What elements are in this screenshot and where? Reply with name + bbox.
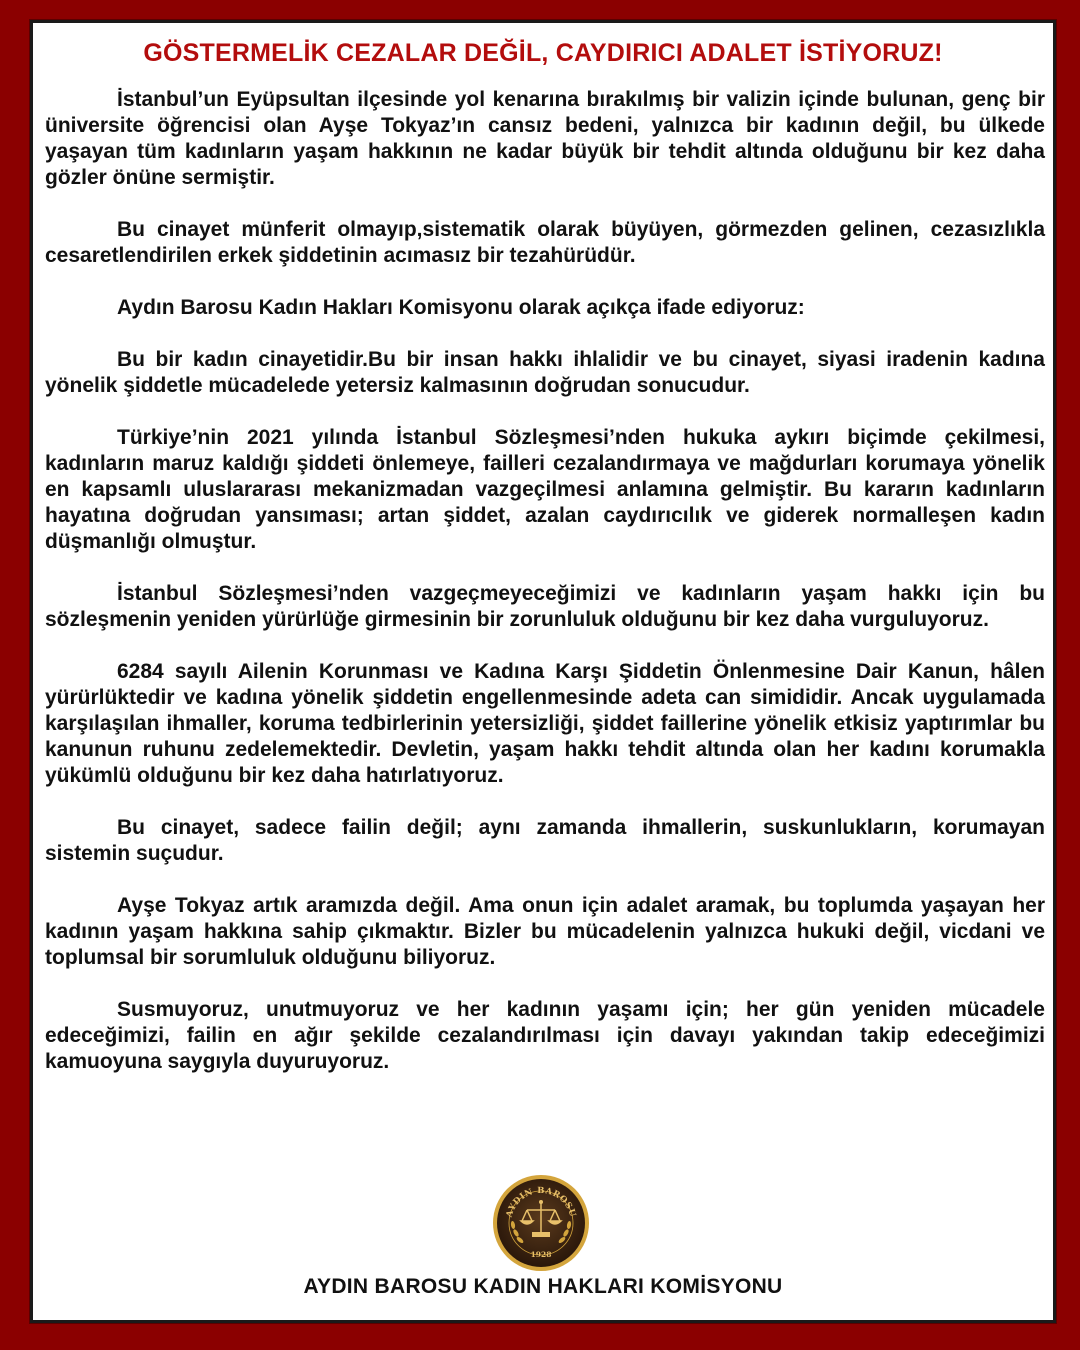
statement-title: GÖSTERMELİK CEZALAR DEĞİL, CAYDIRICI ADALET İSTİYORUZ! bbox=[143, 39, 943, 67]
logo-top-text: AYDIN BAROSU bbox=[504, 1185, 578, 1219]
paragraph-6: İstanbul Sözleşmesi’nden vazgeçmeyeceğimizi ve kadınların yaşam hakkı için bu sözleşmenin yeniden yürürlüğe girmesinin bir zorunluluk olduğunu bir kez daha vurguluyoruz. bbox=[45, 582, 1045, 631]
paragraph-7: 6284 sayılı Ailenin Korunması ve Kadına Karşı Şiddetin Önlenmesine Dair Kanun, hâlen yürürlüktedir ve kadına yönelik şiddetin engellenmesinde adeta can simididir. Ancak uygulamada karşılaşılan ihmaller, koruma tedbirlerinin yetersizliği, şiddet faillerine yönelik etkisiz yaptırımlar bu kanunun ruhunu zedelemektedir. Devletin, yaşam hakkı tehdit altında olan her kadını korumakla yükümlü olduğunu bir kez daha hatırlatıyoruz. bbox=[45, 660, 1045, 787]
bar-association-logo bbox=[491, 1173, 591, 1273]
paragraph-5: Türkiye’nin 2021 yılında İstanbul Sözleşmesi’nden hukuka aykırı biçimde çekilmesi, kadınların maruz kaldığı şiddeti önlemeye, failleri cezalandırmaya ve mağdurları korumaya yönelik en kapsamlı uluslararası mekanizmadan vazgeçilmesi anlamına gelmiştir. Bu kararın kadınların hayatına doğrudan yansıması; artan şiddet, azalan caydırıcılık ve giderek normalleşen kadın düşmanlığı olmuştur. bbox=[45, 426, 1045, 553]
signature-line: AYDIN BAROSU KADIN HAKLARI KOMİSYONU bbox=[303, 1275, 783, 1298]
logo-year: 1928 bbox=[530, 1250, 552, 1259]
paragraph-4: Bu bir kadın cinayetidir.Bu bir insan hakkı ihlalidir ve bu cinayet, siyasi iradenin kadına yönelik şiddetle mücadelede yetersiz kalmasının doğrudan sonucudur. bbox=[45, 348, 1045, 397]
statement-body bbox=[45, 87, 1045, 1101]
paragraph-9: Ayşe Tokyaz artık aramızda değil. Ama onun için adalet aramak, bu toplumda yaşayan her kadının yaşam hakkına sahip çıkmaktır. Bizler bu mücadelenin yalnızca hukuki değil, vicdani ve toplumsal bir sorumluluk olduğunu biliyoruz. bbox=[45, 894, 1045, 969]
paragraph-1: İstanbul’un Eyüpsultan ilçesinde yol kenarına bırakılmış bir valizin içinde bulunan, genç bir üniversite öğrencisi olan Ayşe Tokyaz’ın cansız bedeni, yalnızca bir kadının değil, bu ülkede yaşayan tüm kadınların yaşam hakkının ne kadar büyük bir tehdit altında olduğunu bir kez daha gözler önüne sermiştir. bbox=[45, 88, 1045, 189]
paragraph-10: Susmuyoruz, unutmuyoruz ve her kadının yaşamı için; her gün yeniden mücadele edeceğimizi, failin en ağır şekilde cezalandırılması için davayı yakından takip edeceğimizi kamuoyuna saygıyla duyuruyoruz. bbox=[45, 998, 1045, 1073]
paragraph-8: Bu cinayet, sadece failin değil; aynı zamanda ihmallerin, suskunlukların, korumayan sistemin suçudur. bbox=[45, 816, 1045, 865]
paragraph-3: Aydın Barosu Kadın Hakları Komisyonu olarak açıkça ifade ediyoruz: bbox=[117, 296, 805, 319]
statement-sheet bbox=[30, 20, 1056, 1323]
paragraph-2: Bu cinayet münferit olmayıp,sistematik olarak büyüyen, görmezden gelinen, cezasızlıkla cesaretlendirilen erkek şiddetinin acımasız bir tezahürüdür. bbox=[45, 218, 1045, 267]
